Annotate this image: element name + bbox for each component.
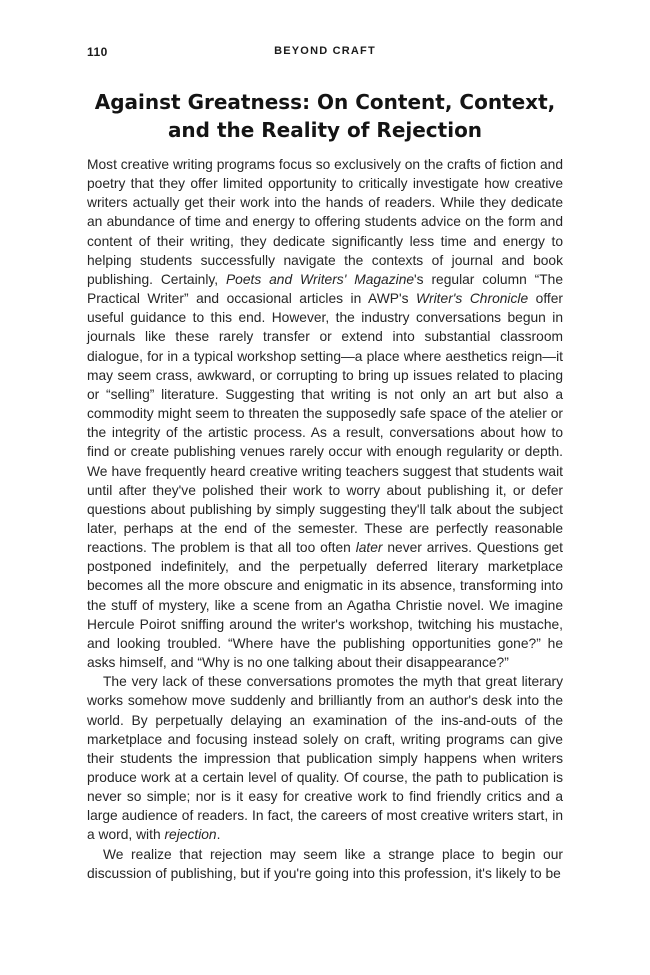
running-head: BEYOND CRAFT [274, 45, 376, 57]
paragraph-3 [87, 845, 563, 883]
emphasis-later: later [355, 540, 383, 556]
text-segment: 's regular column “The Practical Writer” and occasional articles in AWP's [87, 271, 563, 307]
paragraph-2 [87, 672, 563, 844]
text-segment: . [216, 827, 221, 843]
journal-title: Writer's Chronicle [416, 291, 529, 307]
text-segment: The very lack of these conversations promotes the myth that great literary works somehow move suddenly and brilliantly from an author's desk into the world. By perpetually delaying an examination of the ins-and-outs of the marketplace and focusing instead solely on craft, writing programs can give their students the impression that publication simply happens when writers produce work at a certain level of quality. Of course, the path to publication is never so simple; nor is it easy for creative work to find friendly critics and a large audience of readers. In fact, the careers of most creative writers start, in a word, with [87, 674, 563, 843]
text-segment: Most creative writing programs focus so exclusively on the crafts of fiction and poetry that they offer limited opportunity to critically investigate how creative writers actually get their work into the hands of readers. While they dedicate an abundance of time and energy to offering students advice on the form and content of their writing, they dedicate significantly less time and energy to helping students successfully navigate the contexts of journal and book publishing. Certainly, [87, 157, 563, 287]
text-segment: offer useful guidance to this end. However, the industry conversations begun in journals like these rarely transfer or extend into substantial classroom dialogue, for in a typical workshop setting—a place where aesthetics reign—it may seem crass, awkward, or corrupting to bring up issues related to placing or “selling” literature. Suggesting that writing is not only an art but also a commodity might seem to threaten the supposedly safe space of the atelier or the integrity of the artistic process. As a result, conversations about how to find or create publishing venues rarely occur with enough regularity or depth. We have frequently heard creative writing teachers suggest that students wait until after they've polished their work to worry about publishing it, or defer questions about publishing by simply suggesting they'll talk about the subject later, perhaps at the end of the semester. These are perfectly reasonable reactions. The problem is that all too often [87, 291, 564, 556]
chapter-title-line-1: Against Greatness: On Content, Context, [94, 90, 556, 114]
chapter-title [87, 88, 563, 144]
emphasis-rejection: rejection [164, 827, 217, 843]
magazine-title: Poets and Writers' Magazine [225, 271, 415, 287]
paragraph-1 [87, 155, 563, 672]
text-segment: never arrives. Questions get postponed indefinitely, and the perpetually deferred literary marketplace becomes all the more obscure and enigmatic in its absence, transforming into the stuff of mystery, like a scene from an Agatha Christie novel. We imagine Hercule Poirot sniffing around the writer's workshop, twitching his mustache, and looking troubled. “Where have the publishing opportunities gone?” he asks himself, and “Why is no one talking about their disappearance?” [87, 540, 563, 671]
chapter-title-line-2: and the Reality of Rejection [167, 118, 483, 142]
text-segment: We realize that rejection may seem like a strange place to begin our discussion of publishing, but if you're going into this profession, it's likely to be [87, 846, 563, 881]
body-text [87, 155, 563, 883]
page-number: 110 [87, 45, 108, 59]
